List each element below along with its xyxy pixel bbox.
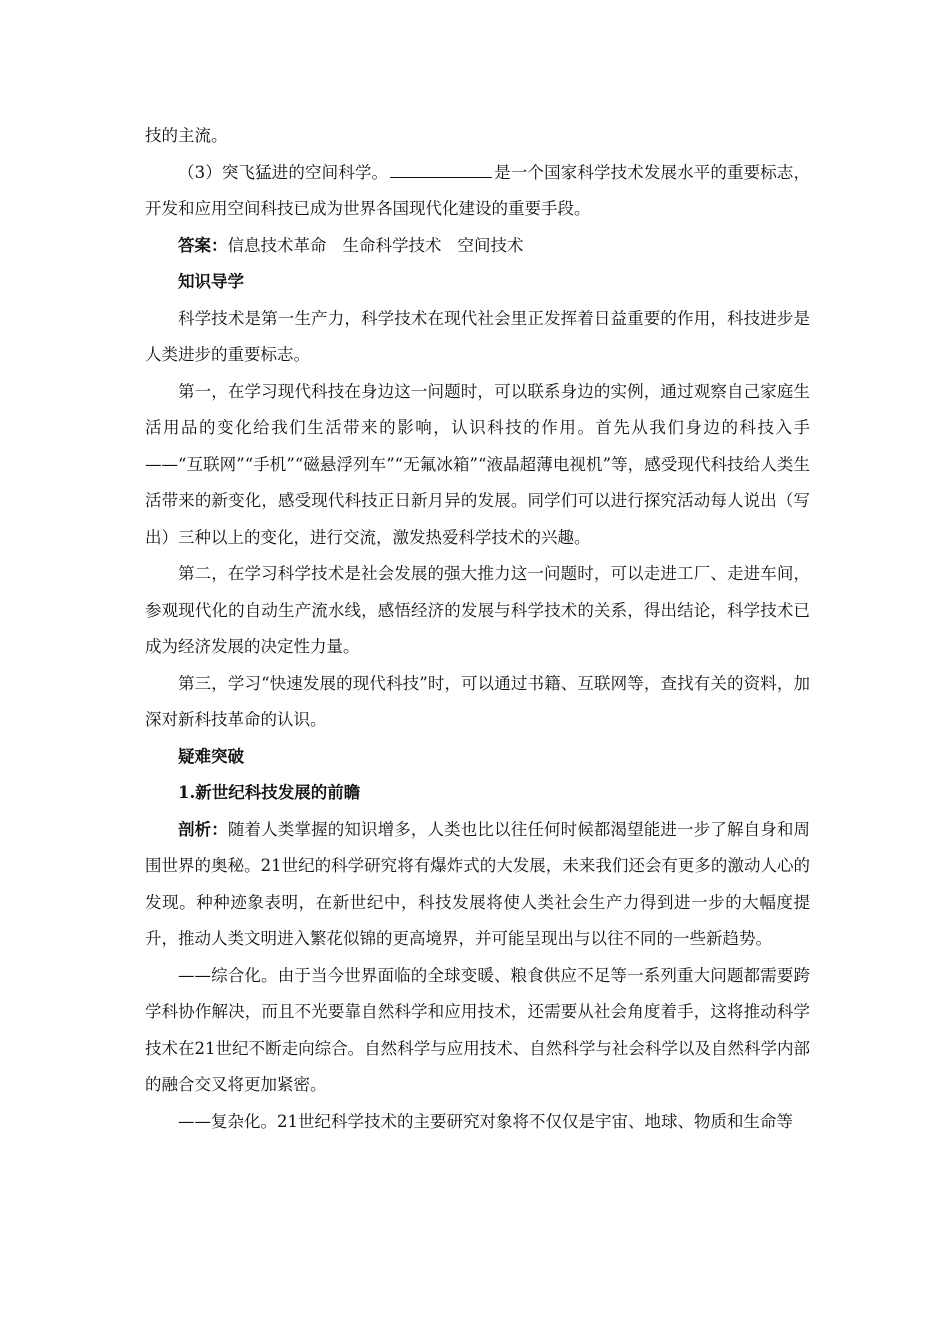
- answer-label: 答案：: [178, 235, 228, 255]
- paragraph-complexity: ——复杂化。21世纪科学技术的主要研究对象将不仅仅是宇宙、地球、物质和生命等: [178, 1111, 793, 1131]
- heading-new-century: 1.新世纪科技发展的前瞻: [178, 783, 361, 802]
- paragraph-second: 第二，在学习科学技术是社会发展的强大推力这一问题时，可以走进工厂、走进车间，参观现代化的自动生产流水线，感悟经济的发展与科学技术的关系，得出结论，科学技术已成为经济发展的决定性力量。: [145, 564, 810, 656]
- answer-item-2: 生命科学技术: [342, 235, 442, 255]
- paragraph-first: 第一，在学习现代科技在身边这一问题时，可以联系身边的实例，通过观察自己家庭生活用品的变化给我们生活带来的影响，认识科技的作用。首先从我们身边的科技入手——“互联网”“手机”“磁悬浮列车”“无氟冰箱”“液晶超薄电视机”等，感受现代科技给人类生活带来的新变化，感受现代科技正日新月异的发展。同学们可以进行探究活动每人说出（写出）三种以上的变化，进行交流，激发热爱科学技术的兴趣。: [145, 381, 810, 547]
- answer-item-1: 信息技术革命: [227, 235, 327, 255]
- analysis-label: 剖析：: [178, 819, 228, 839]
- answer-line: [145, 228, 810, 265]
- document-body: [145, 118, 810, 1140]
- paragraph-intro: 科学技术是第一生产力，科学技术在现代社会里正发挥着日益重要的作用，科技进步是人类进步的重要标志。: [145, 308, 810, 364]
- fill-in-blank: [390, 161, 492, 178]
- paragraph-continuation: 技的主流。: [145, 126, 228, 145]
- paragraph-analysis: [145, 812, 810, 958]
- answer-item-3: 空间技术: [457, 235, 524, 255]
- paragraph-space-science: [145, 155, 810, 228]
- analysis-text: 随着人类掌握的知识增多，人类也比以往任何时候都渴望能进一步了解自身和周围世界的奥秘。21世纪的科学研究将有爆炸式的大发展，未来我们还会有更多的激动人心的发现。种种迹象表明，在新世纪中，科技发展将使人类社会生产力得到进一步的大幅度提升，推动人类文明进入繁花似锦的更高境界，并可能呈现出与以往不同的一些新趋势。: [145, 819, 811, 948]
- heading-knowledge-guide: 知识导学: [178, 272, 244, 291]
- paragraph-integration: ——综合化。由于当今世界面临的全球变暖、粮食供应不足等一系列重大问题都需要跨学科协作解决，而且不光要靠自然科学和应用技术，还需要从社会角度着手，这将推动科学技术在21世纪不断走向综合。自然科学与应用技术、自然科学与社会科学以及自然科学内部的融合交叉将更加紧密。: [145, 965, 810, 1094]
- space-science-rest: 是一个国家科学技术发展水平的重要标志，开发和应用空间科技已成为世界各国现代化建设的重要手段。: [145, 162, 810, 218]
- heading-difficulty: 疑难突破: [178, 746, 244, 766]
- paragraph-third: 第三，学习“快速发展的现代科技”时，可以通过书籍、互联网等，查找有关的资料，加深对新科技革命的认识。: [145, 673, 810, 729]
- space-science-lead: （3）突飞猛进的空间科学。: [178, 162, 389, 182]
